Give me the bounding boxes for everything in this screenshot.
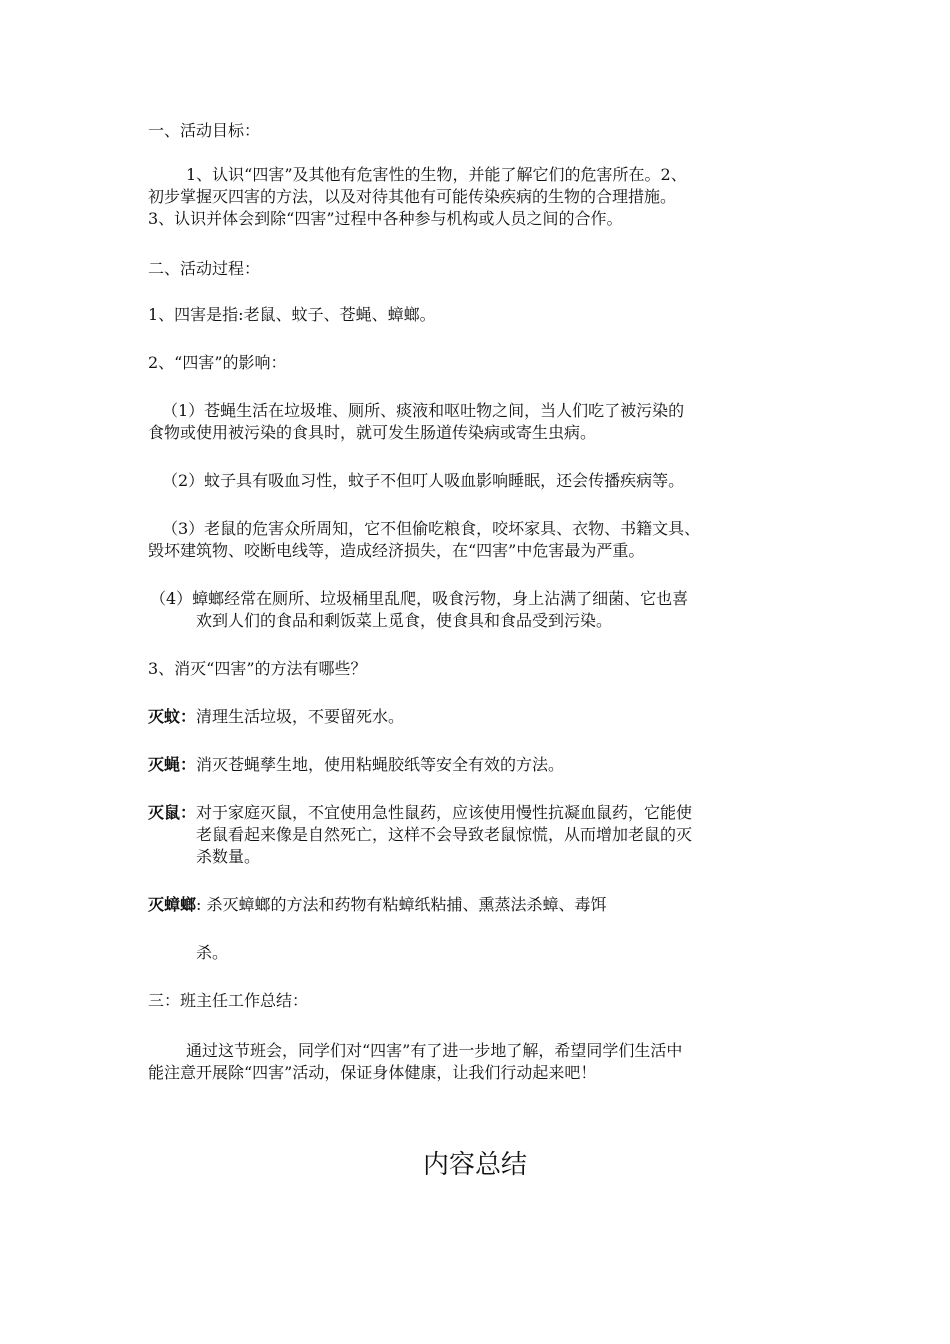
roach-text: : 杀灭蟑螂的方法和药物有粘蟑纸粘捕、熏蒸法杀蟑、毒饵 [196,895,607,914]
roach-method [148,894,808,916]
effect-2-line-1: （2）蚊子具有吸血习性，蚊子不但叮人吸血影响睡眠，还会传播疾病等。 [162,471,685,490]
item-3: 3、消灭“四害”的方法有哪些？ [148,659,367,678]
section1-heading: 一、活动目标： [148,121,261,140]
rat-label: 灭鼠： [148,803,197,822]
section2-heading: 二、活动过程： [148,259,261,278]
fly-method [148,754,808,776]
summary-line-1: 通过这节班会，同学们对“四害”有了进一步地了解，希望同学们生活中 [186,1041,683,1060]
item-1: 1、四害是指:老鼠、蚊子、苍蝇、蟑螂。 [148,305,436,324]
mosquito-label: 灭蚊： [148,707,197,726]
roach-line-2: 杀。 [196,943,229,962]
summary-line-2: 能注意开展除“四害”活动，保证身体健康，让我们行动起来吧！ [148,1063,597,1082]
effect-1-line-2: 食物或使用被污染的食具时，就可发生肠道传染病或寄生虫病。 [148,423,597,442]
effect-4-line-1: （4）蟑螂经常在厕所、垃圾桶里乱爬，吸食污物，身上沾满了细菌、它也喜 [150,589,689,608]
rat-method [148,802,808,824]
section3-heading: 三：班主任工作总结： [148,991,309,1010]
roach-label: 灭蟑螂 [148,895,197,914]
rat-line-3: 杀数量。 [196,847,261,866]
effect-3-line-1: （3）老鼠的危害众所周知，它不但偷吃粮食，咬坏家具、衣物、书籍文具、 [162,519,701,538]
fly-text: 消灭苍蝇孳生地，使用粘蝇胶纸等安全有效的方法。 [196,755,565,774]
mosquito-text: 清理生活垃圾，不要留死水。 [196,707,405,726]
item-2: 2、“四害”的影响： [148,353,287,372]
effect-1-line-1: （1）苍蝇生活在垃圾堆、厕所、痰液和呕吐物之间，当人们吃了被污染的 [162,401,685,420]
rat-line-1: 对于家庭灭鼠，不宜使用急性鼠药，应该使用慢性抗凝血鼠药，它能使 [196,803,693,822]
footer-title: 内容总结 [422,1150,527,1180]
rat-line-2: 老鼠看起来像是自然死亡，这样不会导致老鼠惊慌，从而增加老鼠的灭 [196,825,693,844]
fly-label: 灭蝇： [148,755,197,774]
mosquito-method [148,706,808,728]
effect-3-line-2: 毁坏建筑物、咬断电线等，造成经济损失，在“四害”中危害最为严重。 [148,541,645,560]
effect-4-line-2: 欢到人们的食品和剩饭菜上觅食，使食具和食品受到污染。 [196,611,613,630]
goal-line-2: 初步掌握灭四害的方法，以及对待其他有可能传染疾病的生物的合理措施。 [148,187,677,206]
goal-line-3: 3、认识并体会到除“四害”过程中各种参与机构或人员之间的合作。 [148,209,623,228]
goal-line-1: 1、认识“四害”及其他有危害性的生物，并能了解它们的危害所在。2、 [186,165,687,184]
